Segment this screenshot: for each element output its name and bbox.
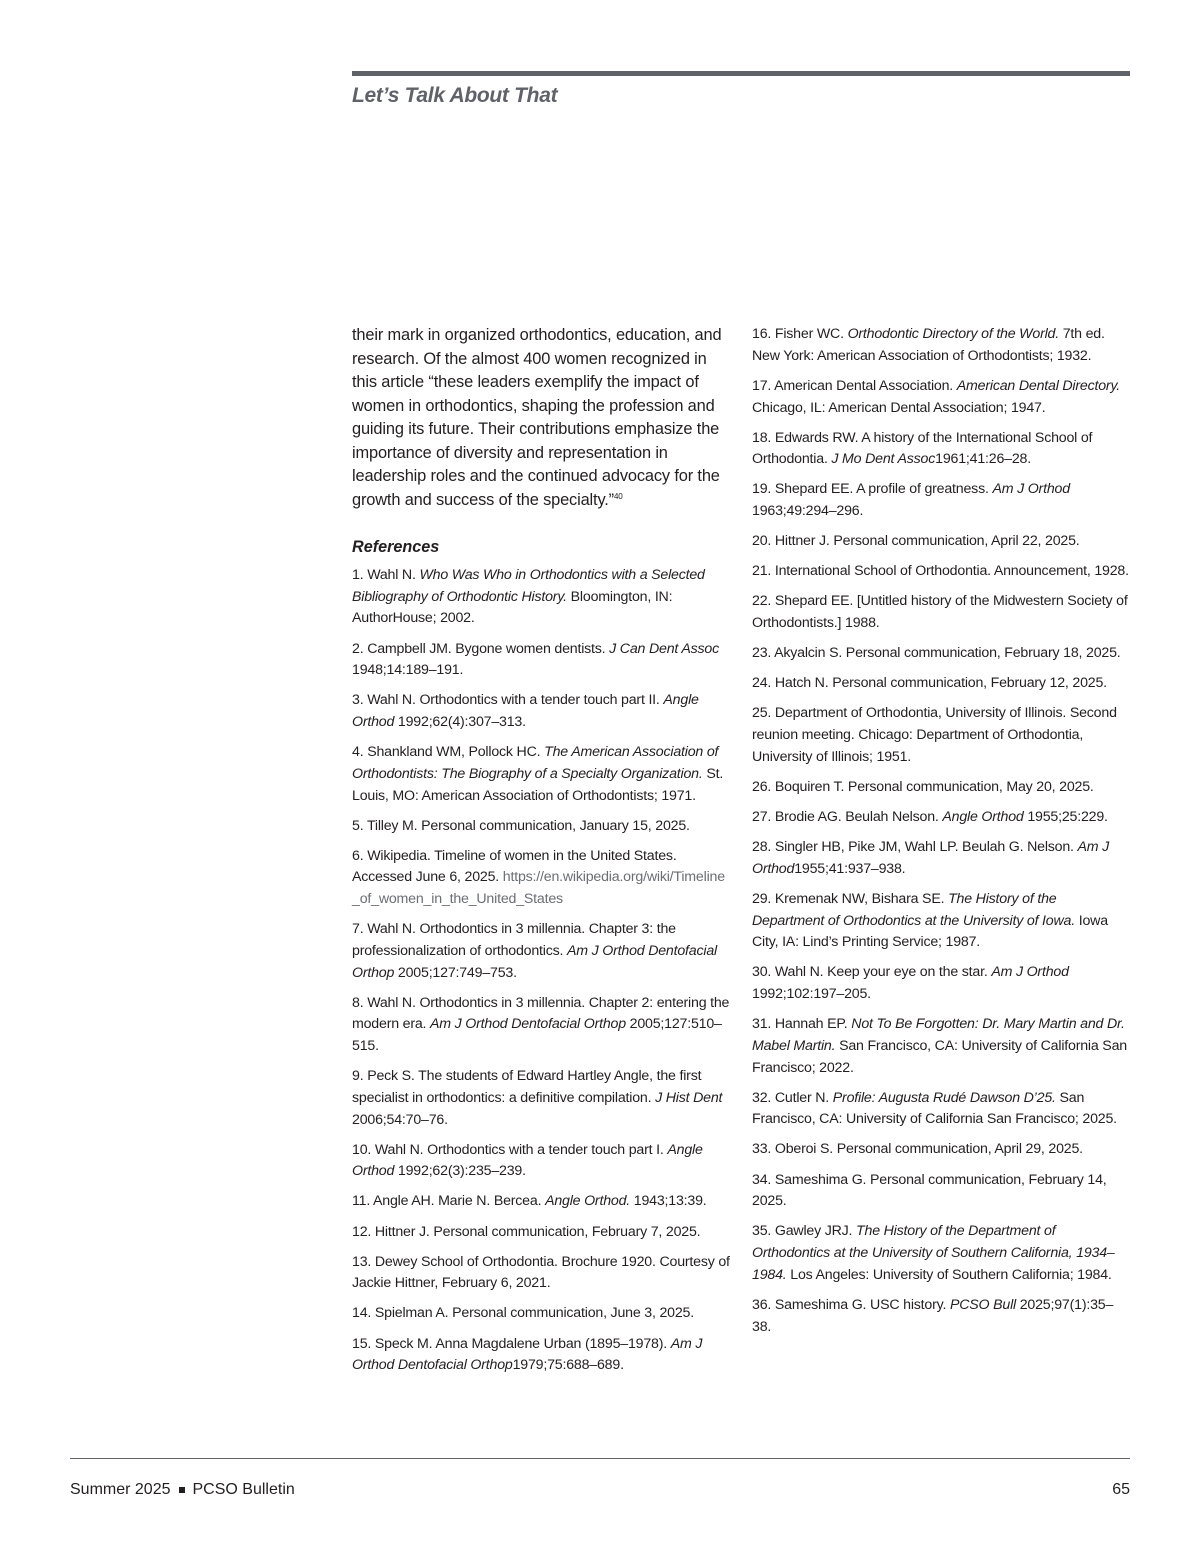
reference-number: 36 bbox=[752, 1296, 768, 1313]
reference-item: 27. Brodie AG. Beulah Nelson. Angle Orthod 1955;25:229. bbox=[752, 808, 1108, 825]
reference-number: 15 bbox=[352, 1335, 368, 1352]
reference-number: 7 bbox=[352, 921, 360, 938]
reference-number: 10 bbox=[352, 1141, 368, 1158]
reference-details: 1979;75:688–689. bbox=[512, 1357, 624, 1374]
reference-item: 20. Hittner J. Personal communication, April 22, 2025. bbox=[752, 533, 1080, 550]
reference-text: Wikipedia. Timeline of women in the United States. Accessed June 6, 2025. bbox=[352, 847, 677, 886]
reference-item: 10. Wahl N. Orthodontics with a tender touch part I. Angle Orthod 1992;62(3):235–239. bbox=[352, 1141, 703, 1180]
reference-item: 7. Wahl N. Orthodontics in 3 millennia. Chapter 3: the professionalization of orthodontics. Am J Orthod Dentofacial Orthop 2005;127:749–753. bbox=[352, 921, 717, 981]
reference-item: 5. Tilley M. Personal communication, January 15, 2025. bbox=[352, 817, 690, 834]
reference-number: 25 bbox=[752, 705, 768, 722]
intro-paragraph bbox=[352, 324, 730, 512]
reference-item: 25. Department of Orthodontia, University of Illinois. Second reunion meeting. Chicago: Department of Orthodontia, University of Illinois; 1951. bbox=[752, 705, 1117, 765]
reference-item: 28. Singler HB, Pike JM, Wahl LP. Beulah G. Nelson. Am J Orthod1955;41:937–938. bbox=[752, 839, 1110, 877]
reference-number: 18 bbox=[752, 429, 768, 446]
reference-number: 31 bbox=[752, 1016, 768, 1033]
reference-number: 9 bbox=[352, 1068, 360, 1085]
reference-details: 1992;62(4):307–313. bbox=[394, 714, 526, 730]
reference-item: 11. Angle AH. Marie N. Bercea. Angle Orthod. 1943;13:39. bbox=[352, 1193, 707, 1210]
reference-number: 23 bbox=[752, 645, 768, 662]
reference-source-title: Angle Orthod. bbox=[545, 1193, 631, 1210]
reference-item: 29. Kremenak NW, Bishara SE. The History of the Department of Orthodontics at the University of Iowa. Iowa City, IA: Lind’s Printing Service; 1987. bbox=[752, 890, 1108, 951]
reference-details: 1943;13:39. bbox=[630, 1193, 707, 1210]
reference-text: Angle AH. Marie N. Bercea. bbox=[373, 1193, 546, 1210]
reference-source-title: Am J Orthod bbox=[992, 481, 1070, 498]
reference-number: 22 bbox=[752, 593, 768, 610]
reference-item: 8. Wahl N. Orthodontics in 3 millennia. Chapter 2: entering the modern era. Am J Orthod Dentofacial Orthop 2005;127:510–515. bbox=[352, 994, 730, 1055]
footer-separator-icon bbox=[179, 1487, 185, 1493]
reference-text: Shepard EE. A profile of greatness. bbox=[774, 481, 993, 498]
footer-issue-info bbox=[70, 1481, 295, 1499]
reference-item: 18. Edwards RW. A history of the International School of Orthodontia. J Mo Dent Assoc1961;41:26–28. bbox=[752, 429, 1093, 468]
reference-number: 27 bbox=[752, 808, 768, 825]
reference-text: Speck M. Anna Magdalene Urban (1895–1978). bbox=[374, 1335, 671, 1352]
reference-source-title: Angle Orthod bbox=[352, 1141, 703, 1180]
reference-details: 1963;49:294–296. bbox=[752, 503, 864, 520]
reference-text: Shankland WM, Pollock HC. bbox=[367, 744, 545, 761]
reference-item: 2. Campbell JM. Bygone women dentists. J Can Dent Assoc 1948;14:189–191. bbox=[352, 640, 719, 679]
reference-text: Singler HB, Pike JM, Wahl LP. Beulah G. Nelson. bbox=[774, 839, 1078, 856]
reference-text: Peck S. The students of Edward Hartley Angle, the first specialist in orthodontics: a definitive compilation. bbox=[352, 1068, 702, 1106]
reference-details: San Francisco, CA: University of California San Francisco; 2025. bbox=[752, 1089, 1117, 1128]
reference-text: Hannah EP. bbox=[774, 1016, 852, 1033]
reference-url-link[interactable]: https://en.wikipedia.org/wiki/Timeline_of_women_in_the_United_States bbox=[352, 869, 725, 908]
reference-item: 22. Shepard EE. [Untitled history of the Midwestern Society of Orthodontists.] 1988. bbox=[752, 593, 1128, 632]
reference-item: 30. Wahl N. Keep your eye on the star. Am J Orthod 1992;102:197–205. bbox=[752, 964, 1069, 1003]
reference-number: 16 bbox=[752, 326, 768, 342]
reference-text: Spielman A. Personal communication, June 3, 2025. bbox=[374, 1305, 694, 1322]
reference-number: 19 bbox=[752, 481, 768, 498]
reference-number: 30 bbox=[752, 964, 768, 981]
reference-source-title: Not To Be Forgotten: Dr. Mary Martin and Dr. Mabel Martin. bbox=[752, 1016, 1125, 1054]
reference-number: 26 bbox=[752, 778, 768, 795]
reference-text: Department of Orthodontia, University of Illinois. Second reunion meeting. Chicago: Department of Orthodontia, University of Illinois; 1951. bbox=[752, 705, 1117, 765]
reference-number: 2 bbox=[352, 640, 360, 657]
footnote-marker: 40 bbox=[614, 491, 623, 501]
reference-item: 33. Oberoi S. Personal communication, April 29, 2025. bbox=[752, 1141, 1083, 1158]
reference-text: Campbell JM. Bygone women dentists. bbox=[367, 640, 610, 657]
reference-details: 2005;127:510–515. bbox=[352, 1016, 722, 1055]
reference-text: Shepard EE. [Untitled history of the Midwestern Society of Orthodontists.] 1988. bbox=[752, 593, 1128, 632]
reference-source-title: Angle Orthod bbox=[942, 808, 1024, 825]
reference-source-title: J Hist Dent bbox=[655, 1089, 723, 1106]
reference-number: 11 bbox=[352, 1193, 367, 1210]
reference-item: 24. Hatch N. Personal communication, February 12, 2025. bbox=[752, 675, 1107, 692]
reference-list-right bbox=[752, 324, 1130, 1338]
reference-number: 8 bbox=[352, 994, 360, 1011]
reference-text: Akyalcin S. Personal communication, February 18, 2025. bbox=[774, 645, 1121, 662]
reference-number: 33 bbox=[752, 1141, 768, 1158]
reference-text: Hittner J. Personal communication, February 7, 2025. bbox=[374, 1223, 701, 1240]
reference-source-title: Profile: Augusta Rudé Dawson D’25. bbox=[832, 1089, 1056, 1106]
reference-number: 12 bbox=[352, 1223, 368, 1240]
reference-details: 1955;41:937–938. bbox=[794, 860, 906, 877]
reference-number: 35 bbox=[752, 1223, 768, 1240]
reference-text: Sameshima G. USC history. bbox=[774, 1296, 950, 1313]
footer-rule bbox=[70, 1458, 1130, 1459]
reference-details: 1992;102:197–205. bbox=[752, 986, 871, 1003]
reference-source-title: PCSO Bull bbox=[949, 1296, 1016, 1313]
reference-text: Wahl N. Orthodontics in 3 millennia. Chapter 2: entering the modern era. bbox=[352, 994, 730, 1033]
reference-item: 31. Hannah EP. Not To Be Forgotten: Dr. Mary Martin and Dr. Mabel Martin. San Francisco, CA: University of California San Francisco; 2022. bbox=[752, 1016, 1127, 1076]
reference-source-title: The American Association of Orthodontists: The Biography of a Specialty Organization. bbox=[352, 744, 719, 782]
reference-item: 3. Wahl N. Orthodontics with a tender touch part II. Angle Orthod 1992;62(4):307–313. bbox=[352, 692, 699, 730]
reference-item: 16. Fisher WC. Orthodontic Directory of the World. 7th ed. New York: American Association of Orthodontists; 1932. bbox=[752, 326, 1105, 364]
reference-number: 1 bbox=[352, 567, 360, 583]
reference-details: 2005;127:749–753. bbox=[394, 964, 517, 981]
reference-source-title: The History of the Department of Orthodontics at the University of Iowa. bbox=[752, 890, 1075, 929]
reference-details: Chicago, IL: American Dental Association; 1947. bbox=[752, 399, 1046, 416]
reference-number: 28 bbox=[752, 839, 768, 856]
reference-text: International School of Orthodontia. Announcement, 1928. bbox=[774, 563, 1129, 580]
reference-item: 17. American Dental Association. American Dental Directory. Chicago, IL: American Dental Association; 1947. bbox=[752, 377, 1121, 416]
reference-source-title: American Dental Directory. bbox=[956, 377, 1121, 394]
reference-details: San Francisco, CA: University of California San Francisco; 2022. bbox=[752, 1037, 1127, 1076]
reference-details: Bloomington, IN: AuthorHouse; 2002. bbox=[352, 588, 673, 627]
header-rule bbox=[352, 71, 1130, 76]
reference-number: 13 bbox=[352, 1253, 368, 1270]
reference-details: 2006;54:70–76. bbox=[352, 1111, 448, 1128]
reference-number: 6 bbox=[352, 847, 360, 864]
reference-source-title: Orthodontic Directory of the World. bbox=[847, 326, 1059, 342]
reference-source-title: Am J Orthod Dentofacial Orthop bbox=[352, 942, 717, 981]
reference-item: 36. Sameshima G. USC history. PCSO Bull 2025;97(1):35–38. bbox=[752, 1296, 1114, 1335]
reference-number: 32 bbox=[752, 1089, 768, 1106]
reference-text: American Dental Association. bbox=[774, 377, 957, 394]
reference-details: Los Angeles: University of Southern California; 1984. bbox=[786, 1266, 1112, 1283]
reference-text: Hittner J. Personal communication, April 22, 2025. bbox=[774, 533, 1080, 550]
reference-number: 5 bbox=[352, 817, 360, 834]
reference-item: 4. Shankland WM, Pollock HC. The American Association of Orthodontists: The Biography of a Specialty Organization. St. Louis, MO: American Association of Orthodontists; 1971. bbox=[352, 744, 724, 804]
reference-source-title: Am J Orthod Dentofacial Orthop bbox=[430, 1016, 626, 1033]
reference-number: 34 bbox=[752, 1171, 768, 1188]
reference-text: Wahl N. Orthodontics with a tender touch part I. bbox=[374, 1141, 668, 1158]
reference-details: 1961;41:26–28. bbox=[935, 451, 1031, 468]
reference-text: Wahl N. Keep your eye on the star. bbox=[774, 964, 992, 981]
reference-text: Boquiren T. Personal communication, May 20, 2025. bbox=[774, 778, 1094, 795]
reference-item: 13. Dewey School of Orthodontia. Brochure 1920. Courtesy of Jackie Hittner, February 6, 2021. bbox=[352, 1253, 730, 1292]
reference-number: 3 bbox=[352, 692, 360, 709]
reference-text: Brodie AG. Beulah Nelson. bbox=[774, 808, 943, 825]
reference-text: Oberoi S. Personal communication, April 29, 2025. bbox=[774, 1141, 1083, 1158]
reference-item: 1. Wahl N. Who Was Who in Orthodontics with a Selected Bibliography of Orthodontic History. Bloomington, IN: AuthorHouse; 2002. bbox=[352, 567, 705, 627]
reference-text: Dewey School of Orthodontia. Brochure 1920. Courtesy of Jackie Hittner, February 6, 2021. bbox=[352, 1253, 730, 1292]
reference-text: Fisher WC. bbox=[774, 326, 848, 342]
footer-publication: PCSO Bulletin bbox=[192, 1481, 295, 1498]
reference-number: 14 bbox=[352, 1305, 368, 1322]
reference-item: 21. International School of Orthodontia. Announcement, 1928. bbox=[752, 563, 1129, 580]
left-column bbox=[352, 324, 730, 1385]
reference-item: 9. Peck S. The students of Edward Hartley Angle, the first specialist in orthodontics: a definitive compilation. J Hist Dent 2006;54:70–76. bbox=[352, 1068, 723, 1128]
reference-text: Sameshima G. Personal communication, February 14, 2025. bbox=[752, 1171, 1107, 1210]
right-column bbox=[752, 324, 1130, 1347]
reference-item: 15. Speck M. Anna Magdalene Urban (1895–1978). Am J Orthod Dentofacial Orthop1979;75:688–689. bbox=[352, 1335, 703, 1374]
reference-item: 19. Shepard EE. A profile of greatness. Am J Orthod 1963;49:294–296. bbox=[752, 481, 1070, 520]
intro-paragraph-text: their mark in organized orthodontics, education, and research. Of the almost 400 women recognized in this article “these leaders exemplify the impact of women in orthodontics, shaping the profession and guiding its future. Their contributions emphasize the importance of diversity and representation in leadership roles and the continued advocacy for the growth and success of the specialty.” bbox=[352, 326, 722, 509]
reference-details: 1948;14:189–191. bbox=[352, 662, 464, 679]
reference-text: Edwards RW. A history of the International School of Orthodontia. bbox=[752, 429, 1093, 468]
reference-item: 32. Cutler N. Profile: Augusta Rudé Dawson D’25. San Francisco, CA: University of California San Francisco; 2025. bbox=[752, 1089, 1117, 1128]
reference-item: 26. Boquiren T. Personal communication, May 20, 2025. bbox=[752, 778, 1094, 795]
reference-text: Wahl N. bbox=[367, 567, 420, 583]
reference-source-title: Who Was Who in Orthodontics with a Selected Bibliography of Orthodontic History. bbox=[352, 567, 705, 605]
reference-item: 35. Gawley JRJ. The History of the Department of Orthodontics at the University of Southern California, 1934–1984. Los Angeles: University of Southern California; 1984. bbox=[752, 1223, 1115, 1283]
reference-text: Kremenak NW, Bishara SE. bbox=[774, 890, 949, 907]
reference-source-title: The History of the Department of Orthodontics at the University of Southern California, 1934–1984. bbox=[752, 1223, 1115, 1283]
references-heading: References bbox=[352, 538, 440, 556]
reference-number: 24 bbox=[752, 675, 768, 692]
reference-source-title: J Can Dent Assoc bbox=[609, 640, 719, 657]
footer-issue: Summer 2025 bbox=[70, 1481, 171, 1498]
reference-details: 1992;62(3):235–239. bbox=[394, 1163, 526, 1180]
reference-details: Iowa City, IA: Lind’s Printing Service; 1987. bbox=[752, 912, 1108, 951]
page-number: 65 bbox=[1112, 1481, 1130, 1498]
reference-number: 17 bbox=[752, 377, 768, 394]
reference-item: 14. Spielman A. Personal communication, June 3, 2025. bbox=[352, 1305, 694, 1322]
reference-number: 4 bbox=[352, 744, 360, 761]
reference-details: 1955;25:229. bbox=[1023, 808, 1108, 825]
reference-source-title: Am J Orthod bbox=[752, 839, 1110, 877]
reference-details: 7th ed. New York: American Association of Orthodontists; 1932. bbox=[752, 326, 1105, 364]
reference-details: St. Louis, MO: American Association of Orthodontists; 1971. bbox=[352, 765, 724, 804]
reference-list-left bbox=[352, 565, 730, 1377]
reference-text: Wahl N. Orthodontics with a tender touch part II. bbox=[367, 692, 664, 709]
reference-item: 6. Wikipedia. Timeline of women in the United States. Accessed June 6, 2025. https://en.wikipedia.org/wiki/Timeline_of_women_in_the_United_States bbox=[352, 847, 725, 908]
reference-source-title: Am J Orthod Dentofacial Orthop bbox=[352, 1335, 703, 1374]
reference-source-title: Am J Orthod bbox=[991, 964, 1069, 981]
reference-source-title: Angle Orthod bbox=[352, 692, 699, 730]
reference-text: Wahl N. Orthodontics in 3 millennia. Chapter 3: the professionalization of orthodontics. bbox=[352, 921, 676, 959]
reference-details: 2025;97(1):35–38. bbox=[752, 1296, 1114, 1335]
reference-number: 21 bbox=[752, 563, 768, 580]
reference-text: Cutler N. bbox=[774, 1089, 833, 1106]
reference-item: 23. Akyalcin S. Personal communication, February 18, 2025. bbox=[752, 645, 1121, 662]
reference-item: 34. Sameshima G. Personal communication, February 14, 2025. bbox=[752, 1171, 1107, 1210]
reference-text: Tilley M. Personal communication, January 15, 2025. bbox=[366, 817, 690, 834]
reference-item: 12. Hittner J. Personal communication, February 7, 2025. bbox=[352, 1223, 701, 1240]
reference-number: 29 bbox=[752, 890, 768, 907]
reference-number: 20 bbox=[752, 533, 768, 550]
reference-text: Hatch N. Personal communication, February 12, 2025. bbox=[774, 675, 1107, 692]
section-title: Let’s Talk About That bbox=[352, 84, 558, 107]
reference-source-title: J Mo Dent Assoc bbox=[831, 451, 936, 468]
reference-text: Gawley JRJ. bbox=[774, 1223, 857, 1240]
